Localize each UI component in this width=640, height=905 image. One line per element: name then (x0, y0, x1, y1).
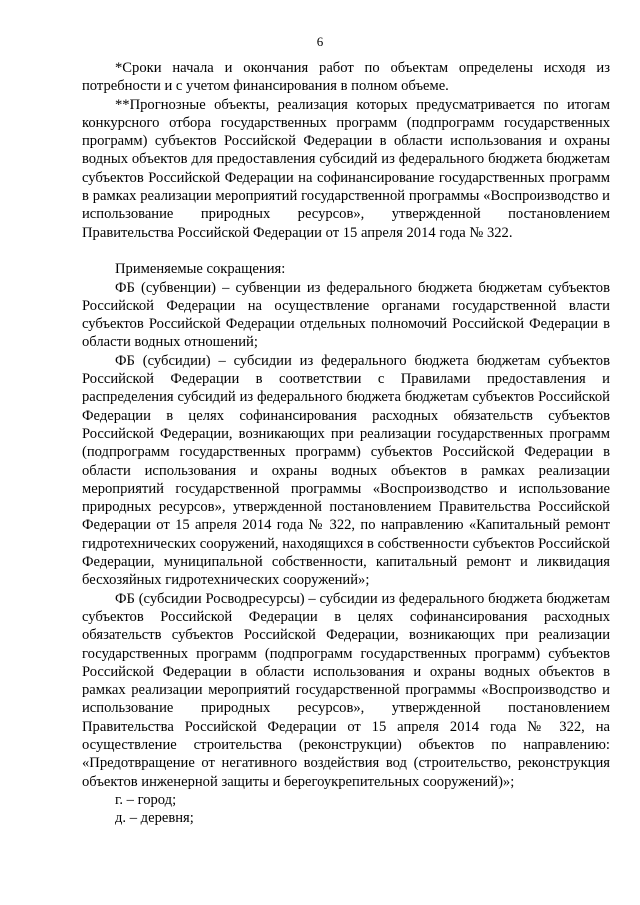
document-body (82, 59, 610, 827)
dates-footnote: *Сроки начала и окончания работ по объектам определены исходя из потребности и с учетом финансирования в полном объеме. (82, 60, 610, 95)
abbreviation-fb-subventions: ФБ (субвенции) – субвенции из федерального бюджета бюджетам субъектов Российской Федерации на осуществление органами государственной власти субъектов Российской Федерации отдельных полномочий Российской Федерации в области водных отношений; (82, 279, 610, 351)
forecast-footnote: **Прогнозные объекты, реализация которых предусматривается по итогам конкурсного отбора государственных программ (подпрограмм государственных программ) субъектов Российской Федерации в области использования и охраны водных объектов для предоставления субсидий из федерального бюджета бюджетам субъектов Российской Федерации на софинансирование государственных программ в рамках реализации мероприятий государственной программы «Воспроизводство и использование природных ресурсов», утвержденной постановлением Правительства Российской Федерации от 15 апреля 2014 года № 322. (82, 96, 610, 241)
abbreviation-fb-subsidies: ФБ (субсидии) – субсидии из федерального бюджета бюджетам субъектов Российской Федерации в соответствии с Правилами предоставления и распределения субсидий из федерального бюджета бюджетам субъектов Российской Федерации в целях софинансирования расходных обязательств субъектов Российской Федерации, возникающих при реализации государственных программ (подпрограмм государственных программ) субъектов Российской Федерации в области использования и охраны водных объектов в рамках реализации мероприятий государственной программы «Воспроизводство и использование природных ресурсов», утвержденной постановлением Правительства Российской Федерации от 15 апреля 2014 года № 322, по направлению «Капитальный ремонт гидротехнических сооружений, находящихся в собственности субъектов Российской Федерации, муниципальной собственности, капитальный ремонт и ликвидация бесхозяйных гидротехнических сооружений»; (82, 352, 610, 589)
page-number: 6 (316, 34, 324, 49)
abbreviations-heading: Применяемые сокращения: (115, 261, 286, 278)
abbreviation-city: г. – город; (115, 791, 177, 808)
abbreviation-village: д. – деревня; (115, 810, 194, 827)
abbreviation-fb-subsidies-rosvodresursy: ФБ (субсидии Росводресурсы) – субсидии из федерального бюджета бюджетам субъектов Российской Федерации в целях софинансирования расходных обязательств субъектов Российской Федерации, возникающих при реализации государственных программ (подпрограмм государственных программ) субъектов Российской Федерации в области использования и охраны водных объектов в рамках реализации мероприятий государственной программы «Воспроизводство и использование природных ресурсов», утвержденной постановлением Правительства Российской Федерации от 15 апреля 2014 года № 322, на осуществление строительства (реконструкции) объектов по направлению: «Предотвращение от негативного воздействия вод (строительство, реконструкция объектов инженерной защиты и берегоукрепительных сооружений)»; (82, 590, 610, 790)
